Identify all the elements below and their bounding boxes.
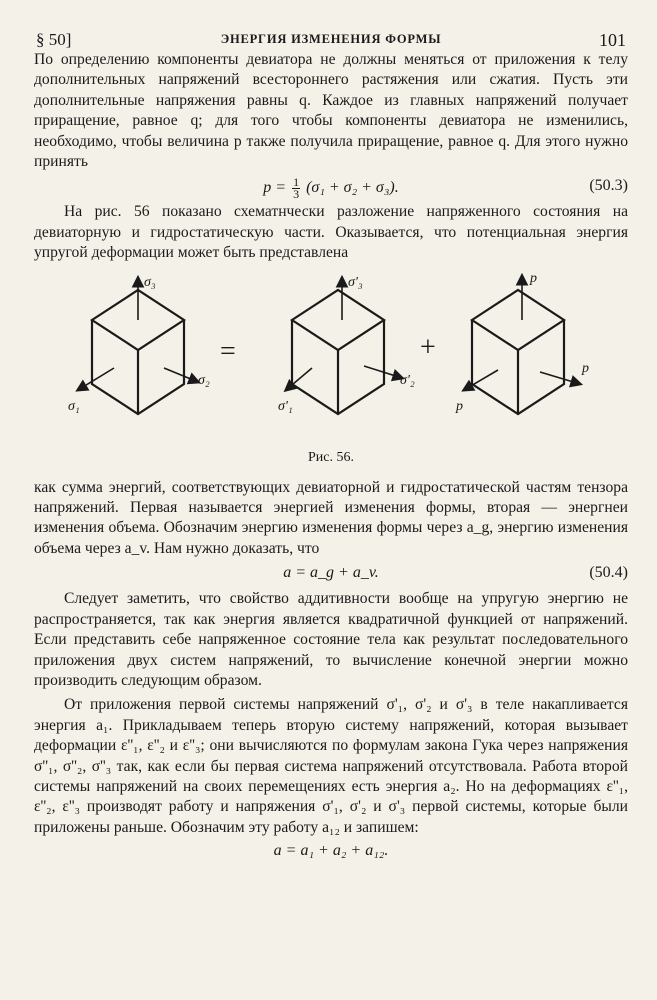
cube-1 [78,278,198,414]
fraction-one-third [292,177,300,200]
equation-number-50-4: (50.4) [589,564,628,582]
label-p-right: p [582,360,589,376]
formula-50-4-body: a = a_g + a_v. [283,564,379,582]
label-sigma1: σ₁ [68,398,80,414]
label-sigma3-prime: σ'₃ [348,274,363,290]
formula-50-4 [34,559,628,589]
cube-3 [464,276,580,414]
book-page [34,24,628,864]
plus-sign: + [420,331,436,363]
label-sigma2-prime: σ'₂ [400,372,415,388]
label-sigma2: σ₂ [198,372,210,388]
cube-decomposition-diagram [34,270,628,448]
arrow-sigma2 [164,368,198,382]
arrow-p-right [540,372,580,384]
formula-energy-sum [34,838,628,864]
arrow-sigma1-prime [286,368,312,390]
fraction-denominator: 3 [293,187,300,202]
figure-caption: Рис. 56. [308,449,354,465]
label-p-left: p [456,398,463,414]
page-number: 101 [599,30,626,50]
label-p-top: p [530,270,537,286]
label-sigma1-prime: σ'₁ [278,398,293,414]
equals-sign: = [220,335,236,367]
paragraph-5: От приложения первой системы напряжений σ'₁, σ'₂ и σ'₃ в теле накапливается энергия a₁. Прикладываем теперь вторую систему напряжений, которая вызывает деформации ε''₁, ε''₂ и ε''₃; они вычисляются по формулам закона Гука через напряжения σ''₁, σ''₂, σ''₃ так, как если бы первая система напряжений отсутствовала. Работа второй системы напряжений на своих перемещениях есть энергия a₂. Но на деформациях ε''₁, ε''₂, ε''₃ производят работу и напряжения σ'₁, σ'₂ и σ'₃ первой системы, которые были приложены раньше. Обозначим эту работу a₁₂ и запишем: [34,696,628,836]
formula-energy-sum-body: a = a₁ + a₂ + a₁₂. [273,842,389,860]
formula-50-3-rhs: (σ₁ + σ₂ + σ₃). [306,179,399,197]
paragraph-4: Следует заметить, что свойство аддитивности вообще на упругую энергию не распространяется, так как энергия является квадратичной функцией от напряжений. Если представить себе напряженное состояние тела как результат последовательного приложения двух систем напряжений, то вычисление конечной энергии можно производить следующим образом. [34,590,628,689]
page-header [34,24,628,50]
section-marker: § 50] [36,30,72,49]
running-title: ЭНЕРГИЯ ИЗМЕНЕНИЯ ФОРМЫ [220,32,442,46]
label-sigma3: σ₃ [144,274,156,290]
formula-50-3-lhs: p = [263,179,287,197]
cube-2 [286,278,402,414]
arrow-p-left [464,370,498,390]
fraction-numerator: 1 [293,175,300,190]
figure-56 [34,270,628,448]
equation-number-50-3: (50.3) [589,177,628,195]
formula-50-3 [34,172,628,202]
paragraph-3: как сумма энергий, соответствующих девиаторной и гидростатической частям тензора напряжений. Первая называется энергией изменения формы, вторая — энергнеи изменения объема. Обозначим энергию изменения формы через a_g, энергию изменения объема через a_v. Нам нужно доказать, что [34,478,628,557]
paragraph-1: По определению компоненты девиатора не должны меняться от приложения к телу дополнительных напряжений всестороннего растяжения или сжатия. Пусть эти дополнительные напряжения равны q. Каждое из главных напряжений получает приращение, равное q; для того чтобы компоненты девиатора не изменились, необходимо, чтобы величина p также получила приращение, равное q. Для этого нужно принять [34,51,628,171]
paragraph-2: На рис. 56 показано схематнчески разложение напряженного состояния на девиаторную и гидростатическую части. Оказывается, что потенциальная энергия упругой деформации может быть представлена [34,203,628,262]
